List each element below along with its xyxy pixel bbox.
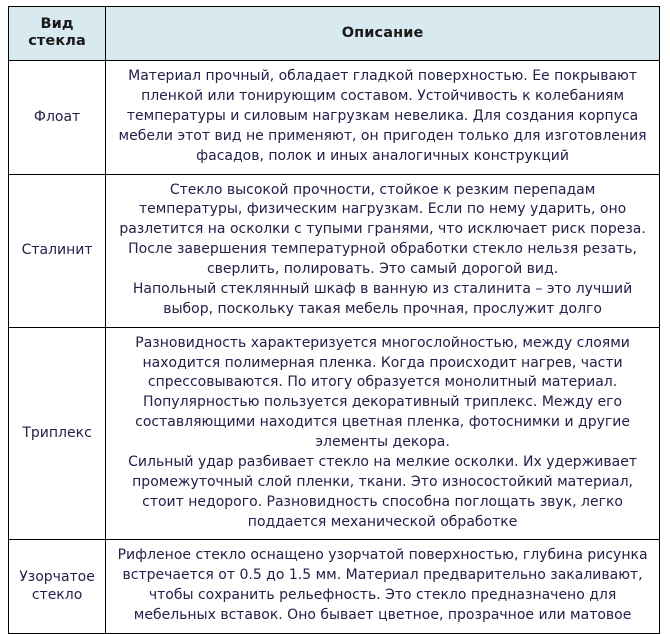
table-row [9, 327, 660, 540]
glass-kind-label: Сталинит [21, 241, 93, 258]
table-header [9, 7, 660, 61]
description-paragraph: Сильный удар разбивает стекло на мелкие осколки. Их удерживает промежуточный слой пленки, ткани. Это износостойкий материал, стоит недорого. Разновидность способна поглощать звук, легко поддается механической обработке [128, 453, 638, 530]
glass-description-cell [106, 174, 660, 327]
table-row [9, 174, 660, 327]
glass-kind-label: Триплекс [22, 424, 92, 441]
glass-kind-label: Флоат [33, 108, 81, 125]
column-header-glass-kind [9, 7, 106, 61]
glass-description-cell [106, 327, 660, 540]
table-body [9, 61, 660, 634]
glass-kind-cell [9, 174, 106, 327]
glass-types-table [8, 6, 660, 634]
description-paragraph: Разновидность характеризуется многослойностью, между слоями находится полимерная пленка. Когда происходит нагрев, части спрессовываются. По итогу образуется монолитный материал. Популярностью пользуется декоративный триплекс. Между его составляющими находится цветная пленка, фотоснимки и другие элементы декора. [135, 334, 630, 451]
description-paragraph: Материал прочный, обладает гладкой поверхностью. Ее покрывают пленкой или тонирующим составом. Устойчивость к колебаниям температуры и силовым нагрузкам невелика. Для создания корпуса мебели этот вид не применяют, он пригоден только для изготовления фасадов, полок и иных аналогичных конструкций [118, 68, 647, 164]
column-header-glass-kind-line2: стекла [28, 33, 86, 50]
glass-kind-cell [9, 327, 106, 540]
glass-kind-label-line2: стекло [31, 586, 83, 603]
description-paragraph: Стекло высокой прочности, стойкое к резким перепадам температуры, физическим нагрузкам. Если по нему ударить, оно разлетится на осколки с тупыми гранями, что исключает риск пореза. После завершения температурной обработки стекло нельзя резать, сверлить, полировать. Это самый дорогой вид. [119, 181, 646, 278]
glass-types-table-container [8, 6, 660, 634]
glass-description-cell [106, 61, 660, 174]
glass-description-cell [106, 540, 660, 634]
column-header-description: Описание [106, 7, 660, 61]
glass-kind-cell [9, 540, 106, 634]
glass-kind-cell [9, 61, 106, 174]
table-row [9, 540, 660, 634]
table-row [9, 61, 660, 174]
table-header-row [9, 7, 660, 61]
description-paragraph: Напольный стеклянный шкаф в ванную из сталинита – это лучший выбор, поскольку такая мебель прочная, прослужит долго [132, 280, 633, 317]
description-paragraph: Рифленое стекло оснащено узорчатой поверхностью, глубина рисунка встречается от 0.5 до 1.5 мм. Материал предварительно закаливают, чтобы сохранить рельефность. Это стекло предназначено для мебельных вставок. Оно бывает цветное, прозрачное или матовое [117, 547, 648, 624]
column-header-glass-kind-line1: Вид [40, 16, 74, 32]
glass-kind-label-line1: Узорчатое [19, 569, 95, 586]
